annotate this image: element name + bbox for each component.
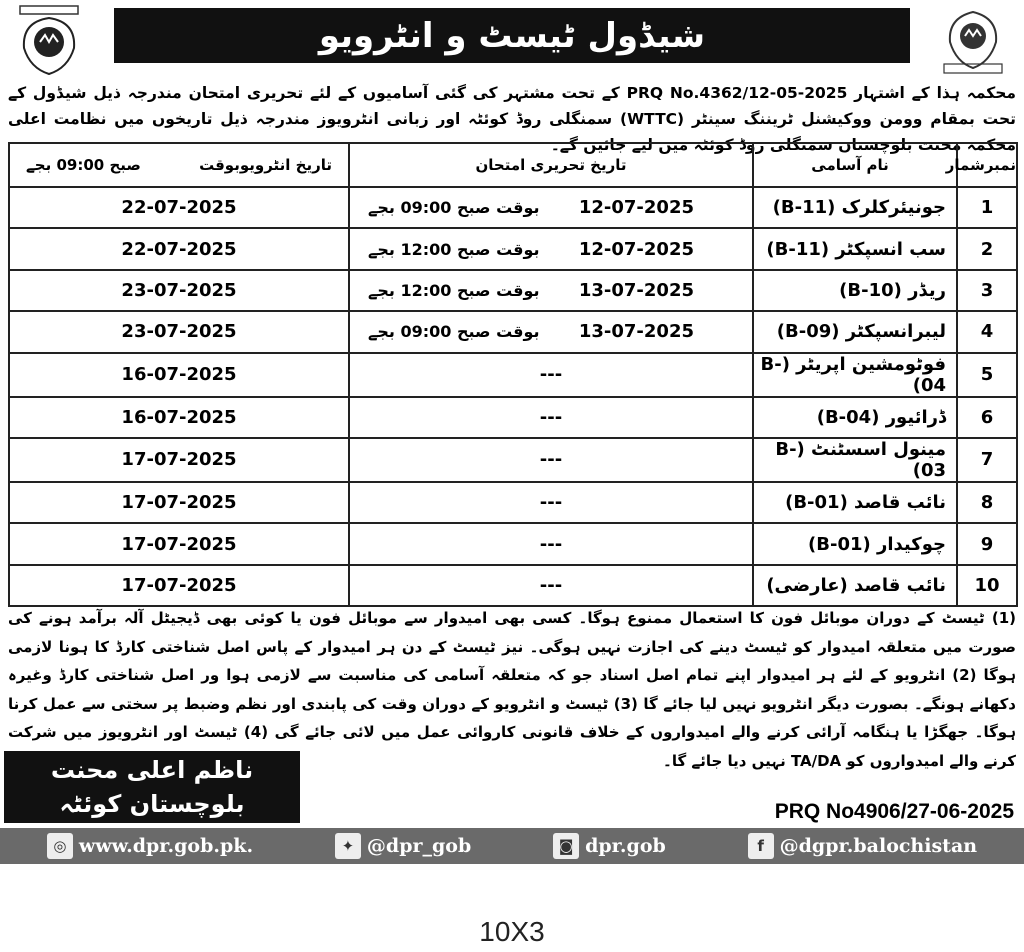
signature-line-1: ناظم اعلی محنت (50, 756, 254, 784)
cell-exam (349, 270, 753, 311)
header-interview (9, 143, 349, 187)
cell-interview-date: 16-07-2025 (9, 353, 349, 397)
instagram-icon: ◙ (553, 833, 579, 859)
cell-interview-date: 17-07-2025 (9, 438, 349, 482)
cell-exam (349, 228, 753, 269)
table-row (9, 270, 1017, 311)
table-row (9, 438, 1017, 482)
cell-exam: --- (349, 438, 753, 482)
cell-number: 8 (957, 482, 1017, 523)
cell-exam-date: 12-07-2025 (578, 197, 694, 219)
social-item (748, 833, 977, 859)
cell-post: نائب قاصد (عارضی) (753, 565, 957, 606)
table-row (9, 311, 1017, 352)
cell-exam-time: بوقت صبح 09:00 بجے (368, 198, 540, 218)
header-written-exam: تاریخ تحریری امتحان (349, 143, 753, 187)
cell-exam (349, 187, 753, 228)
table-row (9, 397, 1017, 438)
header-number: نمبرشمار (957, 143, 1017, 187)
cell-number: 10 (957, 565, 1017, 606)
cell-exam: --- (349, 353, 753, 397)
cell-interview-date: 17-07-2025 (9, 565, 349, 606)
header-interview-label: تاریخ انٹرویوبوقت (199, 156, 332, 174)
globe-icon: ◎ (47, 833, 73, 859)
cell-number: 7 (957, 438, 1017, 482)
cell-number: 5 (957, 353, 1017, 397)
instructions-paragraph: (1) ٹیسٹ کے دوران موبائل فون کا استعمال ممنوع ہوگا۔ کسی بھی امیدوار سے موبائل فون یا کوئی بھی ڈیجیٹل آلہ برآمد ہونے کی صورت میں متعلقہ امیدوار کو ٹیسٹ دینے کی اجازت نہیں ہوگی۔ نیز ٹیسٹ کے دن ہر امیدوار کے پاس اصل شناختی کارڈ کا ہونا لازمی ہوگا (2) انٹرویو کے لئے ہر امیدوار اپنے تمام اصل اسناد جو کہ متعلقہ آسامی کی مناسبت سے لازمی ہوا ور اصل شناختی کارڈ وغیرہ دکھانے ہونگے۔ بصورت دیگر انٹرویو نہیں لیا جائے گا (3) ٹیسٹ و انٹرویو کے دوران وقت کی پابندی اور نظم وضبط پر سختی سے عمل کرنا ہوگا۔ جھگڑا یا ہنگامہ آرائی کرنے والے امیدواروں کے خلاف قانونی کاروائی عمل میں لائی جائے گی (4) ٹیسٹ اور انٹرویوز میں شرکت کرنے والے امیدواروں کو TA/DA نہیں دیا جائے گا۔ (8, 609, 1016, 770)
cell-interview-date: 22-07-2025 (9, 187, 349, 228)
cell-interview-date: 16-07-2025 (9, 397, 349, 438)
cell-number: 9 (957, 523, 1017, 564)
cell-interview-date: 23-07-2025 (9, 270, 349, 311)
cell-interview-date: 23-07-2025 (9, 311, 349, 352)
cell-post: ریڈر (B-10) (753, 270, 957, 311)
dgpr-balochistan-emblem-right (930, 4, 1016, 76)
cell-exam (349, 311, 753, 352)
cell-exam-date: 13-07-2025 (578, 279, 694, 301)
signature-line-2: بلوچستان کوئٹہ (59, 790, 245, 818)
cell-post: مینول اسسٹنٹ (B-03) (753, 438, 957, 482)
cell-post: ڈرائیور (B-04) (753, 397, 957, 438)
cell-post: سب انسپکٹر (B-11) (753, 228, 957, 269)
cell-interview-date: 17-07-2025 (9, 523, 349, 564)
cell-exam-time: بوقت صبح 12:00 بجے (368, 239, 540, 259)
cell-exam-time: بوقت صبح 12:00 بجے (368, 280, 540, 300)
cell-exam-time: بوقت صبح 09:00 بجے (368, 322, 540, 342)
cell-exam: --- (349, 397, 753, 438)
page-title: شیڈول ٹیسٹ و انٹرویو (318, 15, 706, 56)
signature-block (4, 751, 300, 823)
table-row (9, 353, 1017, 397)
balochistan-emblem-left (6, 4, 92, 76)
social-item (553, 833, 666, 859)
header-post: نام آسامی (753, 143, 957, 187)
cell-exam: --- (349, 482, 753, 523)
header-interview-time: صبح 09:00 بجے (26, 156, 141, 174)
cell-post: لیبرانسپکٹر (B-09) (753, 311, 957, 352)
cell-exam: --- (349, 523, 753, 564)
social-item (335, 833, 471, 859)
table-row (9, 482, 1017, 523)
social-item (47, 833, 253, 859)
cell-number: 3 (957, 270, 1017, 311)
facebook-icon: f (748, 833, 774, 859)
social-handle: dpr.gob (585, 835, 666, 857)
social-handle: @dgpr.balochistan (779, 835, 978, 857)
cell-interview-date: 22-07-2025 (9, 228, 349, 269)
cell-number: 2 (957, 228, 1017, 269)
cell-interview-date: 17-07-2025 (9, 482, 349, 523)
cell-number: 4 (957, 311, 1017, 352)
table-header-row (9, 143, 1017, 187)
social-handle: www.dpr.gob.pk. (78, 835, 254, 857)
cell-post: چوکیدار (B-01) (753, 523, 957, 564)
social-bar (0, 828, 1024, 864)
cell-exam: --- (349, 565, 753, 606)
cell-exam-date: 12-07-2025 (578, 238, 694, 260)
twitter-icon: ✦ (335, 833, 361, 859)
cell-exam-date: 13-07-2025 (578, 321, 694, 343)
social-handle: @dpr_gob (366, 835, 472, 857)
ad-size-label: 10X3 (479, 916, 545, 947)
cell-number: 6 (957, 397, 1017, 438)
prq-number: PRQ No4906/27-06-2025 (774, 800, 1014, 823)
table-row (9, 228, 1017, 269)
table-row (9, 523, 1017, 564)
page-title-banner (114, 8, 910, 63)
cell-post: نائب قاصد (B-01) (753, 482, 957, 523)
cell-post: فوٹومشین اپریٹر (B-04) (753, 353, 957, 397)
intro-paragraph: محکمہ ہذا کے اشتہار PRQ No.4362/12-05-2025 کے تحت مشتہر کی گئی آسامیوں کے لئے تحریری امتحان مندرجہ ذیل شیڈول کے تحت بمقام وومن ووکیشنل ٹریننگ سینٹر (WTTC) سمنگلی روڈ کوئٹہ اور زبانی انٹرویوز مندرجہ ذیل تاریخوں میں نظامت اعلی محکمہ محنت بلوچستان سمنگلی روڈ کوئٹہ میں لیے جائیں گے۔ (8, 84, 1016, 154)
schedule-table (8, 142, 1018, 607)
table-row (9, 187, 1017, 228)
table-row (9, 565, 1017, 606)
cell-post: جونیئرکلرک (B-11) (753, 187, 957, 228)
cell-number: 1 (957, 187, 1017, 228)
